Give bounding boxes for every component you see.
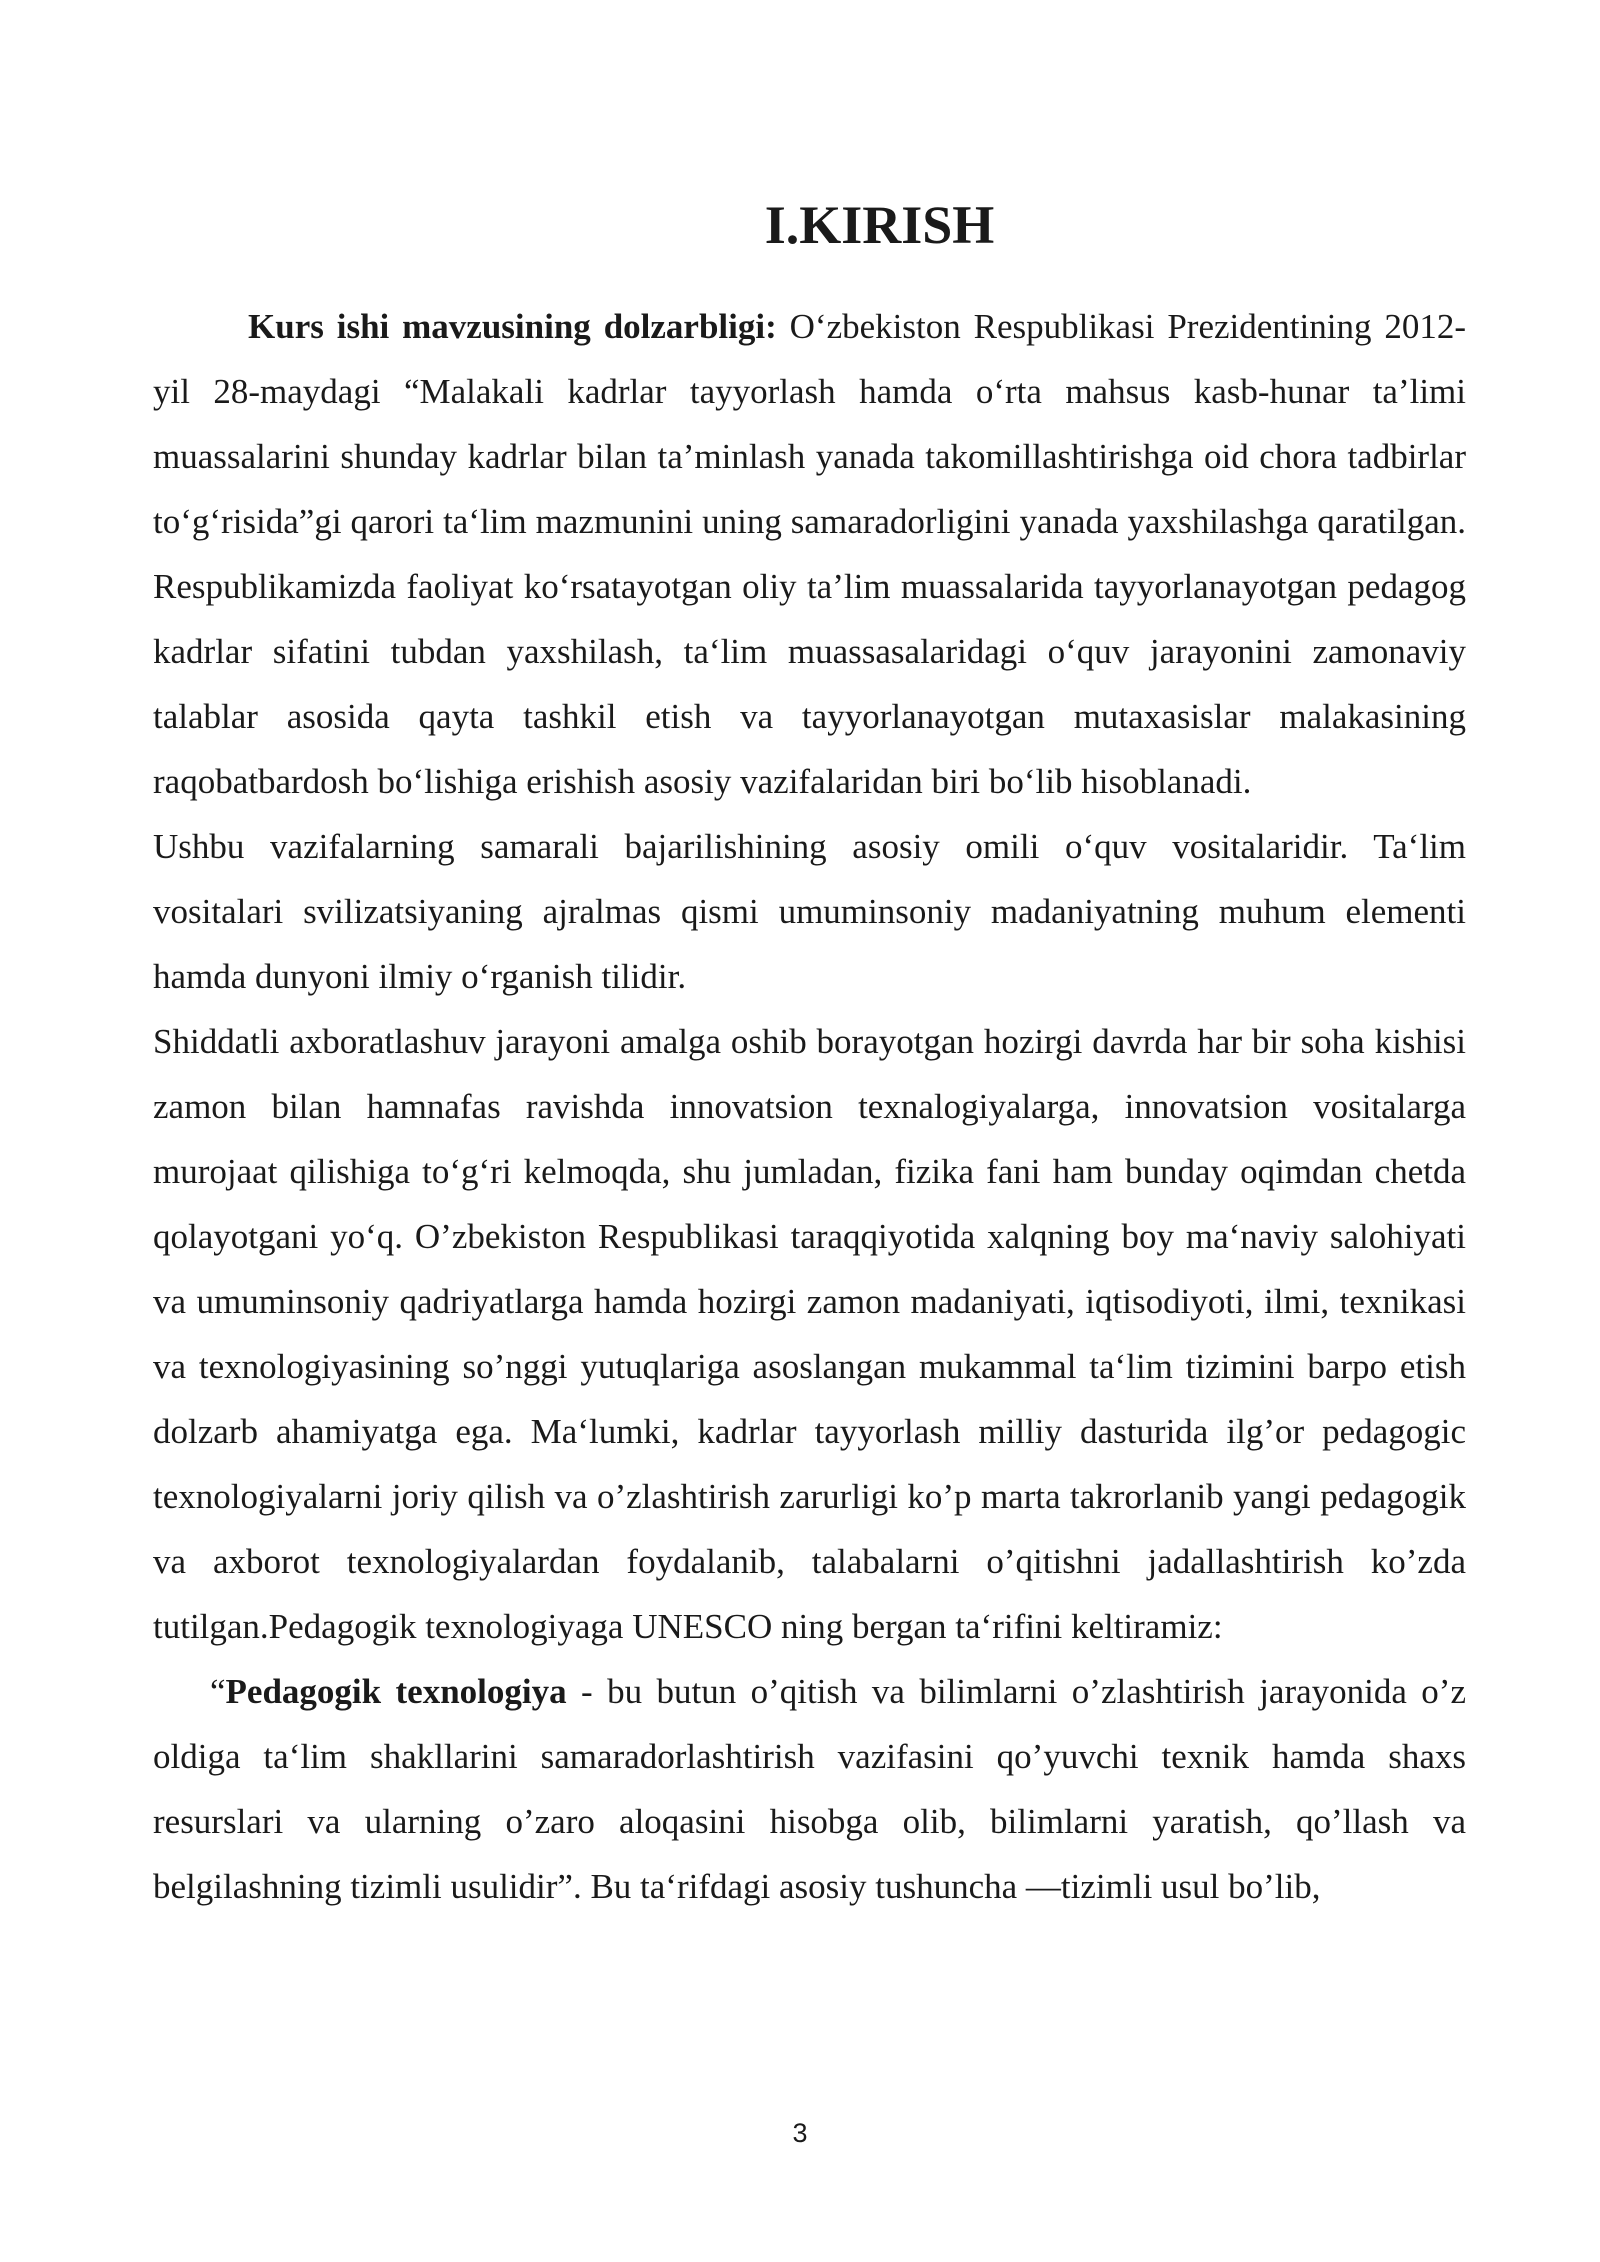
page-title: I.KIRISH <box>764 195 995 255</box>
paragraph-relevance <box>153 294 1466 814</box>
definition-open-quote: “ <box>210 1672 226 1711</box>
definition-text: - bu butun o’qitish va bilimlarni o’zlashtirish jarayonida o’z oldiga ta‘lim shakllarini samaradorlashtirish vazifasini qo’yuvchi texnik hamda shaxs resurslari va ularning o’zaro aloqasini hisobga olib, bilimlarni yaratish, qo’llash va belgilashning tizimli usulidir”. Bu ta‘rifdagi asosiy tushuncha —tizimli usul bo’lib, <box>153 1672 1466 1906</box>
paragraph-informatization: Shiddatli axboratlashuv jarayoni amalga oshib borayotgan hozirgi davrda har bir soha kishisi zamon bilan hamnafas ravishda innovatsion texnalogiyalarga, innovatsion vositalarga murojaat qilishiga to‘g‘ri kelmoqda, shu jumladan, fizika fani ham bunday oqimdan chetda qolayotgani yo‘q. O’zbekiston Respublikasi taraqqiyotida xalqning boy ma‘naviy salohiyati va umuminsoniy qadriyatlarga hamda hozirgi zamon madaniyati, iqtisodiyoti, ilmi, texnikasi va texnologiyasining so’nggi yutuqlariga asoslangan mukammal ta‘lim tizimini barpo etish dolzarb ahamiyatga ega. Ma‘lumki, kadrlar tayyorlash milliy dasturida ilg’or pedagogic texnologiyalarni joriy qilish va o’zlashtirish zarurligi ko’p marta takrorlanib yangi pedagogik va axborot texnologiyalardan foydalanib, talabalarni o’qitishni jadallashtirish ko’zda tutilgan.Pedagogik texnologiyaga UNESCO ning bergan ta‘rifini keltiramiz: <box>153 1022 1466 1646</box>
document-page <box>153 190 1466 1919</box>
page-number: 3 <box>792 2118 808 2148</box>
paragraph-learning-tools: Ushbu vazifalarning samarali bajarilishining asosiy omili o‘quv vositalaridir. Ta‘lim vositalari svilizatsiyaning ajralmas qismi umuminsoniy madaniyatning muhum elementi hamda dunyoni ilmiy o‘rganish tilidir. <box>153 827 1466 996</box>
paragraph-definition <box>153 1659 1466 1919</box>
definition-term: Pedagogik texnologiya <box>225 1672 567 1711</box>
relevance-heading: Kurs ishi mavzusining dolzarbligi: <box>248 307 777 346</box>
relevance-text: O‘zbekiston Respublikasi Prezidentining 2012-yil 28-maydagi “Malakali kadrlar tayyorlash hamda o‘rta mahsus kasb-hunar ta’limi muassalarini shunday kadrlar bilan ta’minlash yanada takomillashtirishga oid chora tadbirlar to‘g‘risida”gi qarori ta‘lim mazmunini uning samaradorligini yanada yaxshilashga qaratilgan. Respublikamizda faoliyat ko‘rsatayotgan oliy ta’lim muassalarida tayyorlanayotgan pedagog kadrlar sifatini tubdan yaxshilash, ta‘lim muassasalaridagi o‘quv jarayonini zamonaviy talablar asosida qayta tashkil etish va tayyorlanayotgan mutaxasislar malakasining raqobatbardosh bo‘lishiga erishish asosiy vazifalaridan biri bo‘lib hisoblanadi. <box>153 307 1466 801</box>
